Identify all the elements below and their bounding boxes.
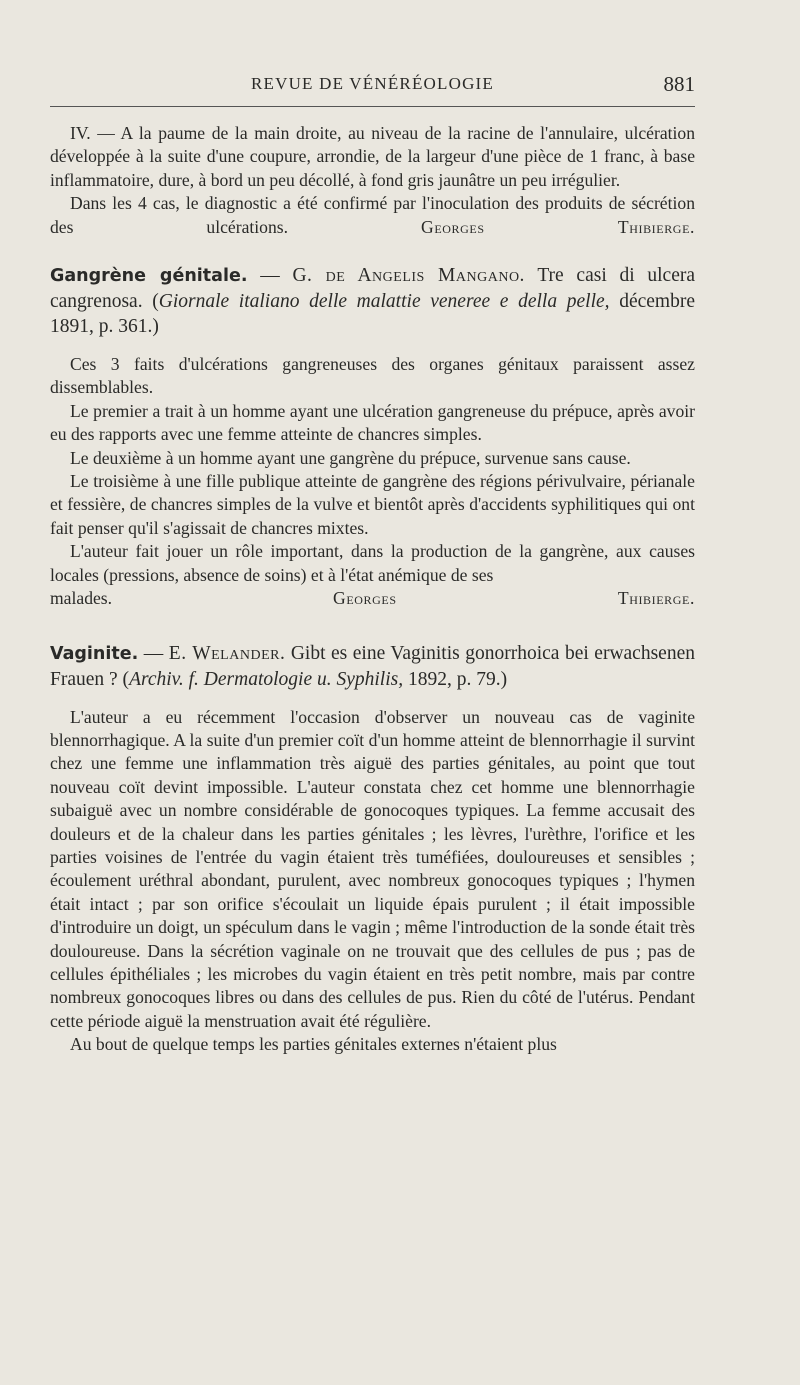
publication-date: décembre 1891, p. 361.) [50,291,695,338]
review-heading [50,641,695,692]
signature: Georges Thibierge. [421,216,695,237]
author-name: G. de Angelis Mangano. [292,265,525,287]
signature: Georges Thibierge. [333,588,695,609]
article-title: Tre casi di ulcera cangrenosa. ( [50,265,696,313]
closing-line [50,587,695,610]
paragraph: Le deuxième à un homme ayant une gangrène du prépuce, survenue sans cause. [70,447,631,468]
page-header [50,72,695,102]
review-heading [50,263,695,339]
author-name: E. Welander. [168,642,286,664]
running-title: REVUE DE VÉNÉRÉOLOGIE [250,74,495,93]
page-number: 881 [663,72,695,96]
heading-dash: — [247,265,293,287]
paragraph: L'auteur fait jouer un rôle important, dans la production de la gangrène, aux causes locales (pressions, absence de soins) et à l'état anémique de ses [50,541,695,585]
journal-name: Archiv. f. Dermatologie u. Syphilis, [129,668,404,690]
header-rule [50,106,695,107]
paragraph: Au bout de quelque temps les parties génitales externes n'étaient plus [70,1034,557,1055]
rubric-title: Gangrène génitale. [50,266,248,287]
paragraph: Le premier a trait à un homme ayant une ulcération gangreneuse du prépuce, après avoir eu des rapports avec une femme atteinte de chancres simples. [50,400,695,445]
journal-name: Giornale italiano delle malattie veneree e della pelle, [158,291,610,313]
diagnosis-paragraph [50,192,695,239]
case-iv-paragraph: IV. — A la paume de la main droite, au niveau de la racine de l'annulaire, ulcération développée à la suite d'une coupure, arrondie, de la largeur d'une pièce de 1 franc, à base inflammatoire, dure, à bord un peu décollé, à fond gris jaunâtre un peu irrégulier. [50,123,695,190]
paragraph: Le troisième à une fille publique atteinte de gangrène des régions périvulvaire, périanale et fessière, de chancres simples de la vulve et bientôt après d'accidents syphilitiques qui ont fait penser qu'il s'agissait de chancres mixtes. [50,471,695,538]
article-body [50,122,695,1057]
paragraph: Ces 3 faits d'ulcérations gangreneuses des organes génitaux paraissent assez dissemblables. [50,354,695,398]
diagnosis-text: Dans les 4 cas, le diagnostic a été confirmé par l'inoculation des produits de sécrétion des ulcérations. [50,193,695,237]
publication-date: 1892, p. 79.) [403,668,508,690]
paragraph: L'auteur a eu récemment l'occasion d'observer un nouveau cas de vaginite blennorrhagique. A la suite d'un premier coït d'un homme atteint de blennorrhagie il survint chez une femme une inflammation très aiguë des parties génitales, au point que tout nouveau coït devint impossible. L'auteur constata chez cet homme une blennorrhagie subaiguë avec un nombre considérable de gonocoques typiques. La femme accusait des douleurs et de la chaleur dans les parties génitales ; les lèvres, l'urèthre, l'orifice et les parties voisines de l'entrée du vagin étaient très tuméfiées, douloureuses et sensibles ; écoulement uréthral abondant, purulent, avec nombreux gonocoques typiques ; l'hymen était intact ; par son orifice s'écoulait un liquide épais purulent ; il était impossible d'introduire un doigt, un spéculum dans le vagin ; même l'introduction de la sonde était très douloureuse. Dans la sécrétion vaginale on ne trouvait que des cellules de pus ; pas de cellules épithéliales ; les microbes du vagin étaient en très petit nombre, mais par contre nombreux gonocoques libres ou dans des cellules de pus. Rien du côté de l'utérus. Pendant cette période aiguë la menstruation avait été régulière. [50,706,695,1031]
review-vaginite [50,641,695,1057]
rubric-title: Vaginite. [50,643,139,664]
heading-dash: — [138,642,169,664]
article-title: Gibt es eine Vaginitis gonorrhoica bei erwachsenen Frauen ? ( [50,642,695,690]
review-gangrene [50,263,695,610]
closing-text: malades. [50,588,113,609]
